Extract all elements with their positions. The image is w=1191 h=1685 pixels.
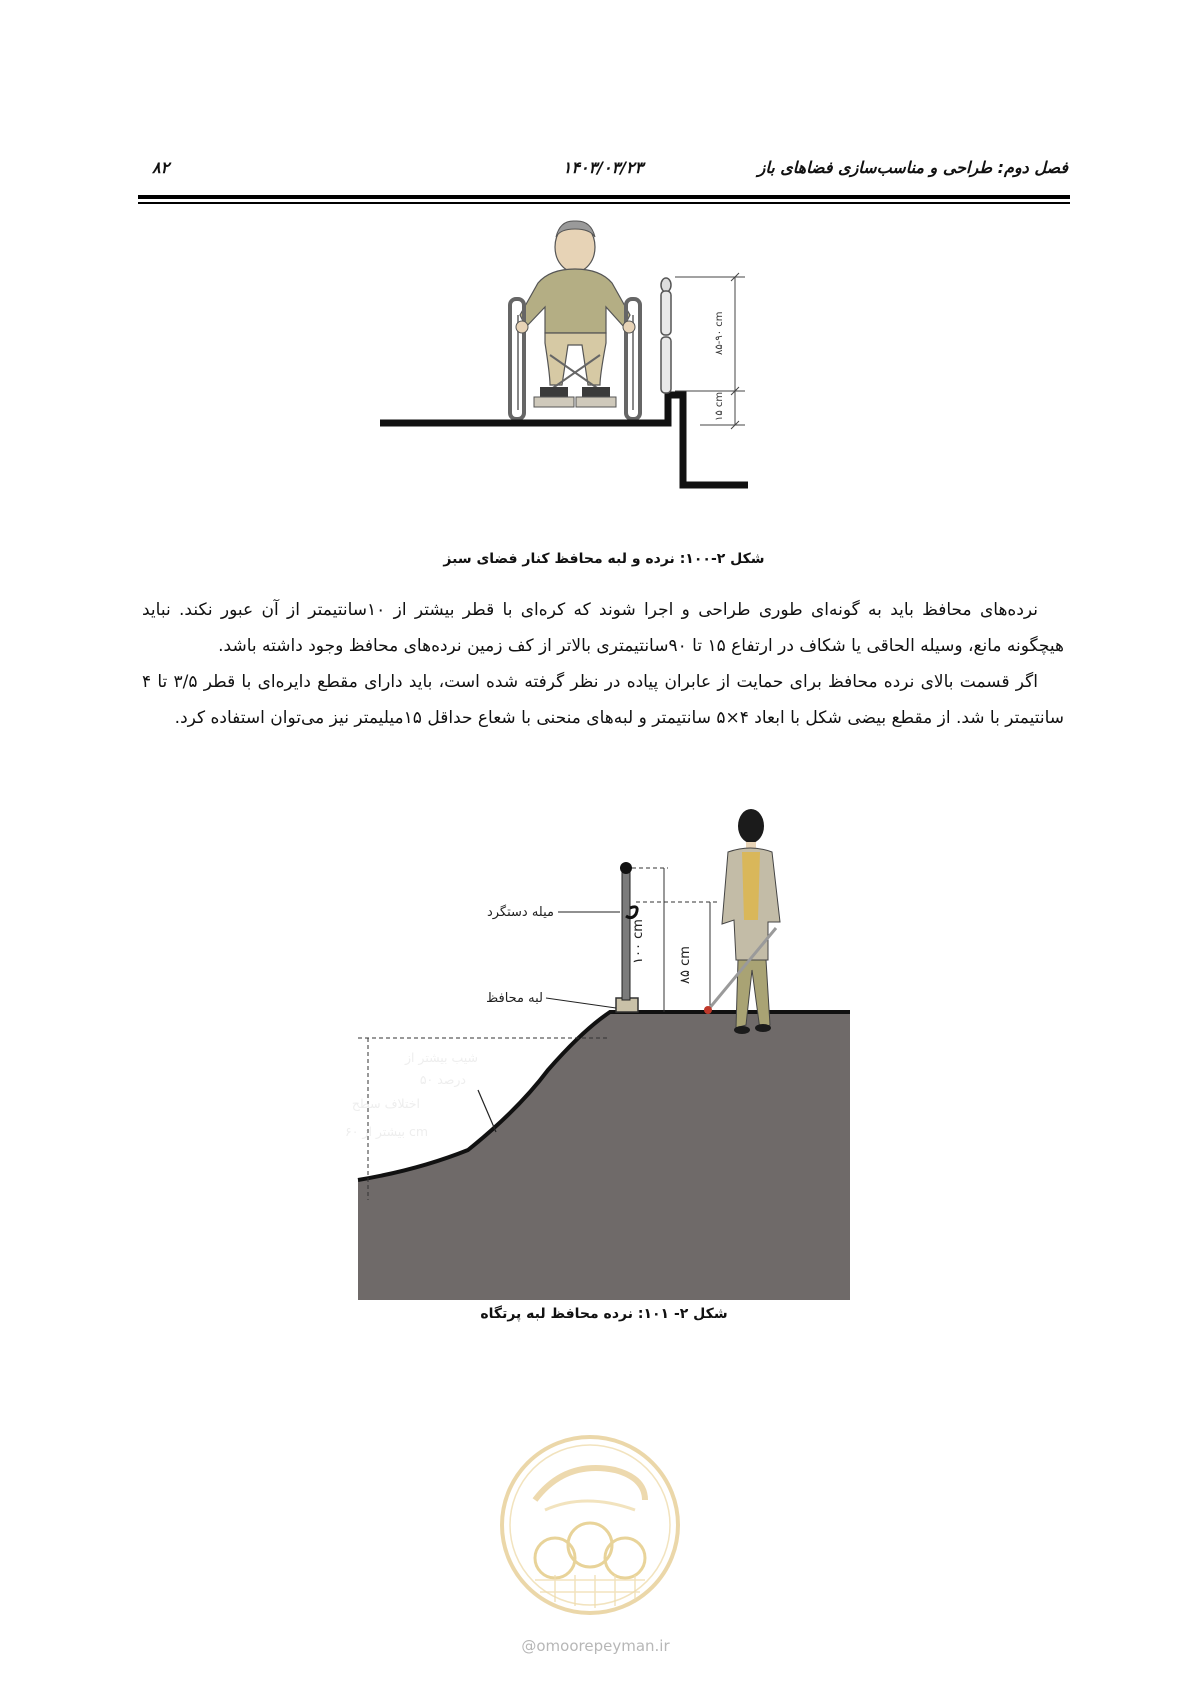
figure-wheelchair-railing bbox=[400, 215, 820, 535]
dim-85-label: ۸۵ cm bbox=[678, 946, 693, 984]
page-header bbox=[138, 158, 1068, 188]
dim-100-label: ۱۰۰ cm bbox=[631, 919, 646, 964]
header-rule-thin bbox=[138, 202, 1070, 204]
dimension-verticals bbox=[664, 868, 710, 1012]
level-label-2: بیشتر از ۶۰ cm bbox=[345, 1124, 428, 1139]
chapter-title: فصل دوم: طراحی و مناسب‌سازی فضاهای باز bbox=[757, 158, 1068, 177]
handrail-label: میله دستگرد bbox=[486, 905, 554, 920]
curb-height-label: ۱۵ cm bbox=[714, 391, 725, 421]
railing-post bbox=[661, 278, 671, 393]
ground-curb-profile bbox=[380, 395, 748, 485]
pedestrian-with-cane-illustration bbox=[704, 809, 780, 1034]
slope-label-2: ۵۰ درصد bbox=[419, 1072, 466, 1087]
paragraph: اگر قسمت بالای نرده محافظ برای حمایت از عابران پیاده در نظر گرفته شده است، باید دارای مقطع دایره‌ای با قطر ۳/۵ تا ۴ سانتیمتر با شد. از مقطع بیضی شکل با ابعاد ۴×۵ سانتیمتر و لبه‌های منحنی با شعاع حداقل ۱۵میلیمتر نیز می‌توان استفاده کرد. bbox=[142, 672, 1064, 728]
curb-label: لبه محافظ bbox=[486, 991, 543, 1006]
guardrail-post bbox=[622, 868, 630, 1000]
slope-leader bbox=[478, 1090, 496, 1132]
figure-cliff-railing bbox=[345, 850, 850, 1300]
curb-leader bbox=[546, 998, 616, 1008]
rail-height-label: ۸۵-۹۰ cm bbox=[714, 311, 725, 355]
site-watermark: @omoorepeyman.ir bbox=[521, 1637, 670, 1655]
seal-gears bbox=[535, 1523, 645, 1578]
page-number: ۸۲ bbox=[152, 158, 170, 177]
body-text bbox=[142, 592, 1064, 736]
top-rail-knob bbox=[620, 862, 632, 874]
slope-label-1: شیب بیشتر از bbox=[404, 1050, 478, 1065]
paragraph: نرده‌های محافظ باید به گونه‌ای طوری طراحی و اجرا شوند که کره‌ای با قطر بیشتر از ۱۰سانتیمتر از آن عبور نکند. نباید هیچگونه مانع، وسیله الحاقی یا شکاف در ارتفاع ۱۵ تا ۹۰سانتیمتری بالاتر از کف زمین نرده‌های محافظ وجود داشته باشد. bbox=[142, 600, 1064, 656]
header-rule-thick bbox=[138, 195, 1070, 199]
seal-watermark bbox=[495, 1430, 685, 1620]
level-label-1: اختلاف سطح bbox=[351, 1096, 420, 1111]
wheelchair-user-illustration bbox=[510, 221, 640, 419]
figure1-caption: شکل ۲-۱۰۰: نرده و لبه محافظ کنار فضای سبز bbox=[443, 551, 765, 567]
figure2-caption: شکل ۲- ۱۰۱: نرده محافظ لبه پرتگاه bbox=[480, 1306, 728, 1322]
header-date: ۱۴۰۳/۰۳/۲۳ bbox=[562, 158, 644, 177]
